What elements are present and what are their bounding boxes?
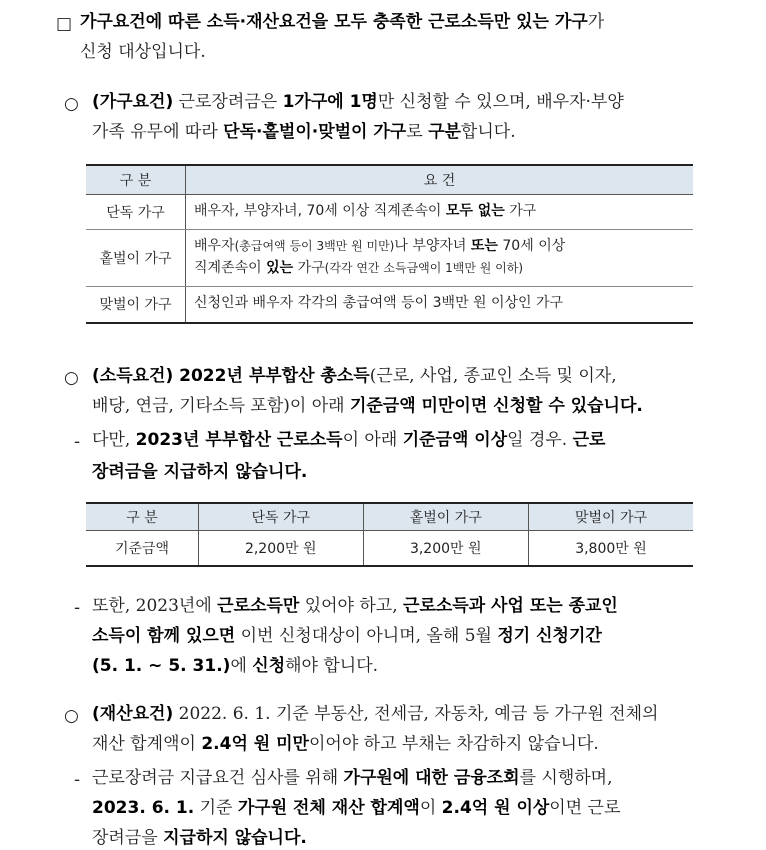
property-line-2: 재산 합계액이 2.4억 원 미만이어야 하고 부채는 차감하지 않습니다. [92, 734, 599, 754]
table-header-row [86, 165, 693, 194]
income-line-3: 다만, 2023년 부부합산 근로소득이 아래 기준금액 이상일 경우. 근로 [92, 430, 606, 450]
income-line-4: 장려금을 지급하지 않습니다. [92, 462, 308, 482]
dash-bullet: - [74, 598, 81, 618]
table-row [86, 286, 693, 323]
header-single: 단독 가구 [199, 503, 364, 530]
row-requirement: 신청인과 배우자 각각의 총급여액 등이 3백만 원 이상인 가구 [186, 286, 694, 323]
threshold-single: 2,200만 원 [199, 530, 364, 566]
property-line-5: 장려금을 지급하지 않습니다. [92, 828, 307, 848]
intro-line-1: 가구요건에 따른 소득·재산요건을 모두 충족한 근로소득만 있는 가구가 [80, 12, 605, 32]
square-bullet-icon: □ [56, 14, 73, 34]
dash-bullet: - [74, 432, 81, 452]
income-line-1: (소득요건) 2022년 부부합산 총소득(근로, 사업, 종교인 소득 및 이자, [92, 366, 617, 386]
threshold-dual-earner: 3,800만 원 [528, 530, 693, 566]
household-line-2: 가족 유무에 따라 단독·홑벌이·맞벌이 가구로 구분합니다. [92, 122, 516, 142]
household-type-table [86, 164, 693, 324]
row-requirement: 배우자(총급여액 등이 3백만 원 미만)나 부양자녀 또는 70세 이상 직계존속이 있는 가구(각각 연간 소득금액이 1백만 원 이하) [186, 229, 694, 286]
also-line-3: (5. 1. ~ 5. 31.)에 신청해야 합니다. [92, 656, 379, 676]
row-type: 단독 가구 [86, 194, 186, 229]
circle-bullet-icon: ○ [64, 706, 79, 726]
row-type: 홑벌이 가구 [86, 229, 186, 286]
household-line-1: (가구요건) 근로장려금은 1가구에 1명만 신청할 수 있으며, 배우자·부양 [92, 92, 624, 112]
table-row [86, 194, 693, 229]
property-line-1: (재산요건) 2022. 6. 1. 기준 부동산, 전세금, 자동차, 예금 등 가구원 전체의 [92, 704, 659, 724]
table-header-row [86, 503, 693, 530]
intro-line-2: 신청 대상입니다. [80, 42, 206, 62]
dash-bullet: - [74, 770, 81, 790]
table-row [86, 530, 693, 566]
income-threshold-table [86, 502, 693, 567]
table-row [86, 229, 693, 286]
also-line-1: 또한, 2023년에 근로소득만 있어야 하고, 근로소득과 사업 또는 종교인 [92, 596, 618, 616]
circle-bullet-icon: ○ [64, 94, 79, 114]
header-dual-earner: 맞벌이 가구 [528, 503, 693, 530]
header-requirement: 요 건 [186, 165, 694, 194]
row-type: 맞벌이 가구 [86, 286, 186, 323]
property-line-3: 근로장려금 지급요건 심사를 위해 가구원에 대한 금융조회를 시행하며, [92, 768, 613, 788]
threshold-single-earner: 3,200만 원 [363, 530, 528, 566]
property-line-4: 2023. 6. 1. 기준 가구원 전체 재산 합계액이 2.4억 원 이상이면 근로 [92, 798, 621, 818]
income-line-2: 배당, 연금, 기타소득 포함)이 아래 기준금액 미만이면 신청할 수 있습니다. [92, 396, 643, 416]
also-line-2: 소득이 함께 있으면 이번 신청대상이 아니며, 올해 5월 정기 신청기간 [92, 626, 602, 646]
header-category: 구 분 [86, 503, 199, 530]
row-requirement: 배우자, 부양자녀, 70세 이상 직계존속이 모두 없는 가구 [186, 194, 694, 229]
header-category: 구 분 [86, 165, 186, 194]
circle-bullet-icon: ○ [64, 368, 79, 388]
header-single-earner: 홑벌이 가구 [363, 503, 528, 530]
row-label: 기준금액 [86, 530, 199, 566]
